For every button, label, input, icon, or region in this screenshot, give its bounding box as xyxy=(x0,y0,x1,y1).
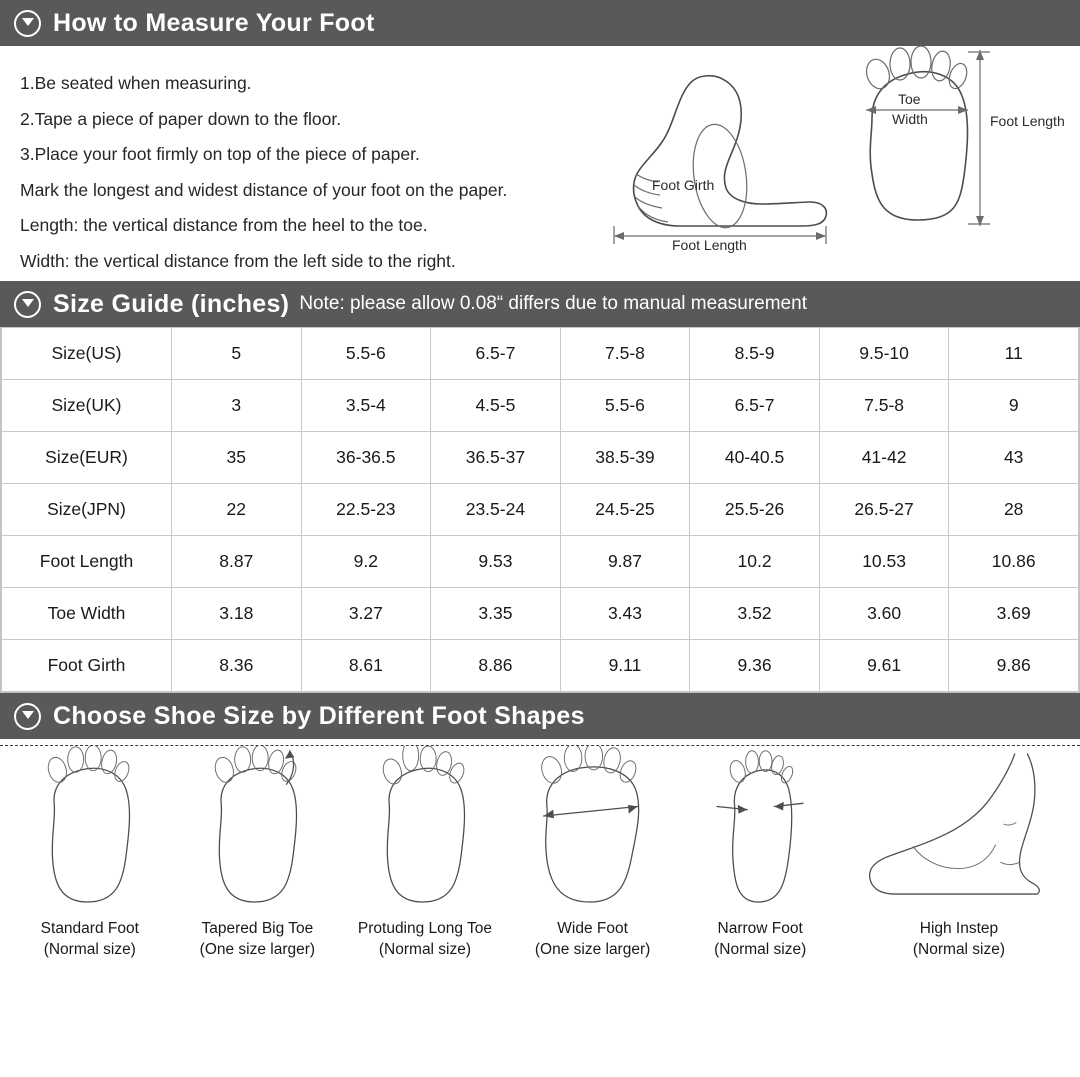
foot-shape-name: Tapered Big Toe xyxy=(201,920,314,938)
table-cell: 9.61 xyxy=(819,640,949,692)
foot-shape-recommend: (One size larger) xyxy=(534,941,651,959)
foot-shape-name: Protuding Long Toe xyxy=(357,920,493,938)
measure-steps xyxy=(20,66,620,279)
row-label: Size(UK) xyxy=(2,380,172,432)
foot-shape-item xyxy=(6,746,174,961)
table-row xyxy=(2,484,1079,536)
size-table xyxy=(1,327,1079,692)
row-label: Size(JPN) xyxy=(2,484,172,536)
section-header-measure xyxy=(0,0,1080,46)
table-cell: 9 xyxy=(949,380,1079,432)
measure-step: Width: the vertical distance from the left side to the right. xyxy=(20,250,456,271)
foot-shape-caption xyxy=(358,919,492,961)
measure-body xyxy=(0,46,1080,281)
protruding-long-toe-icon xyxy=(350,746,500,913)
table-cell: 3.27 xyxy=(301,588,431,640)
table-row xyxy=(2,640,1079,692)
table-cell: 9.36 xyxy=(690,640,820,692)
table-cell: 8.5-9 xyxy=(690,328,820,380)
table-cell: 23.5-24 xyxy=(431,484,561,536)
chevron-down-icon xyxy=(14,10,41,37)
table-row xyxy=(2,432,1079,484)
section-header-size-guide xyxy=(0,281,1080,327)
row-label: Size(US) xyxy=(2,328,172,380)
table-cell: 9.87 xyxy=(560,536,690,588)
foot-shape-name: Standard Foot xyxy=(40,920,139,938)
table-cell: 41-42 xyxy=(819,432,949,484)
foot-shape-caption xyxy=(913,919,1005,961)
table-cell: 3.35 xyxy=(431,588,561,640)
table-cell: 5.5-6 xyxy=(301,328,431,380)
foot-shape-recommend: (Normal size) xyxy=(714,941,807,959)
table-cell: 3.60 xyxy=(819,588,949,640)
table-cell: 3.43 xyxy=(560,588,690,640)
row-label: Foot Length xyxy=(2,536,172,588)
table-cell: 25.5-26 xyxy=(690,484,820,536)
section-title-size-guide: Size Guide (inches) xyxy=(53,289,290,318)
high-instep-icon xyxy=(839,746,1079,913)
table-cell: 3.52 xyxy=(690,588,820,640)
standard-foot-icon xyxy=(15,746,165,913)
table-cell: 10.53 xyxy=(819,536,949,588)
foot-shape-recommend: (Normal size) xyxy=(378,941,472,959)
table-cell: 8.36 xyxy=(172,640,302,692)
foot-shape-caption xyxy=(535,919,650,961)
foot-shape-item xyxy=(676,746,844,961)
foot-shape-caption xyxy=(200,919,315,961)
section-header-shapes xyxy=(0,693,1080,739)
foot-shape-row xyxy=(0,746,1080,961)
table-cell: 7.5-8 xyxy=(819,380,949,432)
chevron-down-icon xyxy=(14,703,41,730)
foot-shape-recommend: (One size larger) xyxy=(199,941,316,959)
row-label: Size(EUR) xyxy=(2,432,172,484)
table-cell: 9.11 xyxy=(560,640,690,692)
section-title-measure: How to Measure Your Foot xyxy=(53,8,375,37)
foot-shape-recommend: (Normal size) xyxy=(43,941,136,959)
table-cell: 22 xyxy=(172,484,302,536)
measure-step: 1.Be seated when measuring. xyxy=(20,73,252,93)
measure-step: Mark the longest and widest distance of your foot on the paper. xyxy=(20,179,508,200)
label-toe-width-line1: Toe xyxy=(898,91,921,107)
table-cell: 3.69 xyxy=(949,588,1079,640)
foot-shape-item xyxy=(341,746,509,961)
table-cell: 28 xyxy=(949,484,1079,536)
table-cell: 3.18 xyxy=(172,588,302,640)
foot-shapes-body xyxy=(0,745,1080,1035)
foot-shape-item xyxy=(174,746,342,961)
foot-shape-recommend: (Normal size) xyxy=(912,941,1006,959)
measure-step: Length: the vertical distance from the heel to the toe. xyxy=(20,215,428,235)
table-cell: 36-36.5 xyxy=(301,432,431,484)
table-cell: 43 xyxy=(949,432,1079,484)
label-foot-length-side: Foot Length xyxy=(672,237,747,253)
label-toe-width-line2: Width xyxy=(892,111,928,127)
table-cell: 22.5-23 xyxy=(301,484,431,536)
table-cell: 9.2 xyxy=(301,536,431,588)
table-cell: 6.5-7 xyxy=(431,328,561,380)
table-row xyxy=(2,588,1079,640)
table-cell: 10.2 xyxy=(690,536,820,588)
foot-shape-name: Wide Foot xyxy=(557,920,628,938)
table-cell: 11 xyxy=(949,328,1079,380)
foot-shape-item xyxy=(844,746,1074,961)
foot-shape-name: Narrow Foot xyxy=(717,920,803,938)
table-cell: 9.5-10 xyxy=(819,328,949,380)
measure-step: 2.Tape a piece of paper down to the floor. xyxy=(20,108,342,129)
label-foot-girth: Foot Girth xyxy=(652,177,715,193)
row-label: Toe Width xyxy=(2,588,172,640)
size-table-wrap xyxy=(0,327,1080,693)
table-row xyxy=(2,380,1079,432)
label-foot-length-top: Foot Length xyxy=(990,113,1065,129)
table-cell: 26.5-27 xyxy=(819,484,949,536)
narrow-foot-icon xyxy=(690,746,830,913)
table-cell: 3.5-4 xyxy=(301,380,431,432)
wide-foot-icon xyxy=(513,746,673,913)
table-cell: 36.5-37 xyxy=(431,432,561,484)
table-cell: 8.86 xyxy=(431,640,561,692)
table-cell: 38.5-39 xyxy=(560,432,690,484)
table-cell: 4.5-5 xyxy=(431,380,561,432)
table-cell: 5.5-6 xyxy=(560,380,690,432)
table-cell: 3 xyxy=(172,380,302,432)
chevron-down-icon xyxy=(14,291,41,318)
foot-shape-caption xyxy=(714,919,806,961)
table-cell: 7.5-8 xyxy=(560,328,690,380)
section-title-shapes: Choose Shoe Size by Different Foot Shapes xyxy=(53,701,585,730)
table-cell: 9.53 xyxy=(431,536,561,588)
table-cell: 5 xyxy=(172,328,302,380)
table-cell: 6.5-7 xyxy=(690,380,820,432)
foot-shape-name: High Instep xyxy=(919,920,999,938)
foot-measure-diagram xyxy=(610,46,1080,276)
tapered-big-toe-icon xyxy=(182,746,332,913)
top-foot-illustration xyxy=(863,46,1065,226)
row-label: Foot Girth xyxy=(2,640,172,692)
foot-shape-caption xyxy=(41,919,139,961)
table-row xyxy=(2,328,1079,380)
size-guide-note: Note: please allow 0.08“ differs due to manual measurement xyxy=(299,293,807,314)
measure-step: 3.Place your foot firmly on top of the piece of paper. xyxy=(20,144,420,164)
table-cell: 9.86 xyxy=(949,640,1079,692)
table-cell: 24.5-25 xyxy=(560,484,690,536)
table-cell: 35 xyxy=(172,432,302,484)
side-foot-illustration xyxy=(634,76,827,231)
table-row xyxy=(2,536,1079,588)
table-cell: 8.87 xyxy=(172,536,302,588)
table-cell: 8.61 xyxy=(301,640,431,692)
table-cell: 10.86 xyxy=(949,536,1079,588)
table-cell: 40-40.5 xyxy=(690,432,820,484)
foot-shape-item xyxy=(509,746,677,961)
